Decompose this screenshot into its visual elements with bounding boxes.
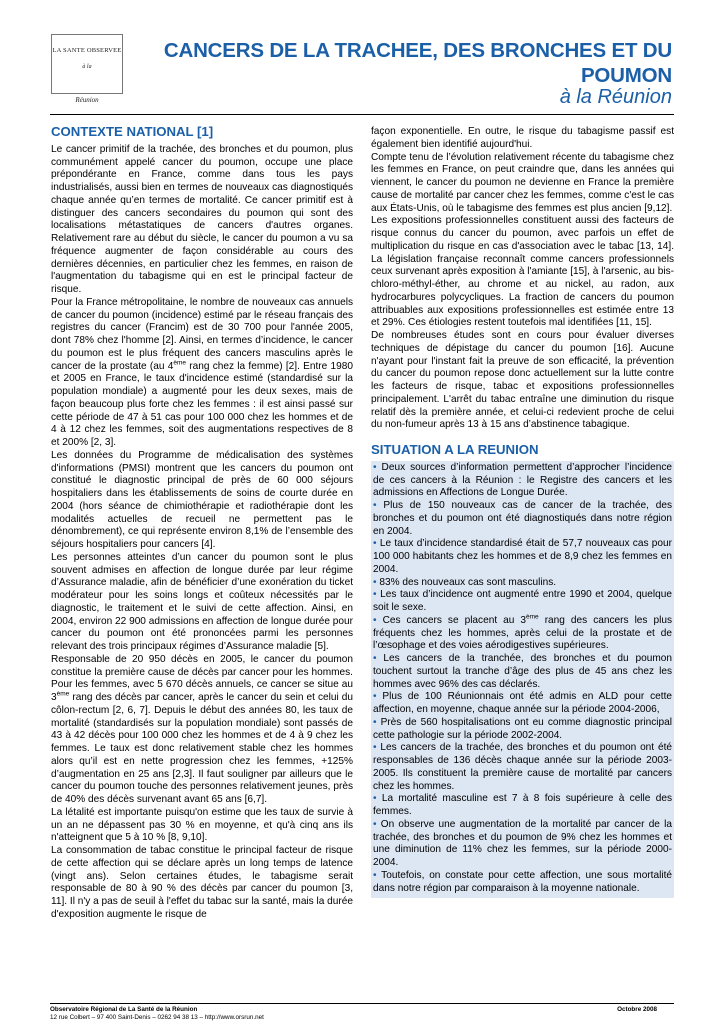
footer-address: 12 rue Colbert – 97 400 Saint-Denis – 0262 94 38 13 – http://www.orsrun.net — [50, 1014, 264, 1021]
p2-superscript: ème — [173, 359, 186, 367]
logo-line-1: LA SANTE OBSERVEE — [52, 47, 122, 54]
bullet-icon: • — [373, 716, 377, 728]
p5-superscript: ème — [56, 690, 70, 698]
situation-item-text: On observe une augmentation de la mortalité par cancer de la trachée, des bronches et du poumon de 9% chez les hommes et une diminution de 11% chez les femmes, sur la période 2000-2004. — [373, 818, 672, 868]
contexte-paragraph-7: La consommation de tabac constitue le principal facteur de risque de cette affection qui se déclare après un long temps de latence (vingt ans). Selon certaines études, le tabagisme serait responsable de 80 à 90 % des décès par cancer du poumon [3, 11]. Il n'y a pas de seuil à l'effet du tabac sur la santé, mais la durée d'exposition augmente le risque de — [51, 845, 353, 920]
situation-item — [373, 500, 672, 538]
situation-box — [371, 461, 674, 899]
contexte-paragraph-6: La létalité est importante puisqu'on estime que les taux de survie à un an ne dépassent pas 30 % en moyenne, et qu'à cinq ans ils n'atteignent que 5 à 10 % [8, 9,10]. — [51, 806, 353, 844]
situation-item-text: rang des cancers les plus fréquents chez les hommes, après celui de la prostate et de l’œsophage et des voies aérodigestives supérieures. — [373, 614, 673, 652]
situation-item-text: Toutefois, on constate pour cette affection, une sous mortalité dans notre région par comparaison à la moyenne nationale. — [373, 869, 672, 894]
situation-item-text: Ces cancers se placent au 3 — [376, 614, 527, 626]
bullet-icon: • — [373, 500, 377, 511]
situation-item-text: Les cancers de la trachée, des bronches et du poumon ont été responsables de 136 décès chaque année sur la période 2003-2005. Ils constituent la première cause de mortalité par cancers chez les hommes. — [373, 742, 672, 792]
situation-item-text: Près de 560 hospitalisations ont eu comme diagnostic principal cette pathologie sur la période 2002-2004. — [373, 716, 672, 741]
logo-line-2: à la — [82, 64, 92, 70]
situation-item-text: Les taux d’incidence ont augmenté entre 1990 et 2004, quelque soit le sexe. — [373, 589, 672, 613]
footer — [50, 1006, 264, 1022]
situation-item-text: Les cancers de la tranchée, des bronches et du poumon touchent surtout la tranche d’âge des plus de 45 ans chez les hommes avec 96% des cas déclarés. — [373, 653, 672, 690]
situation-item — [373, 819, 672, 870]
situation-item — [373, 462, 672, 500]
contexte-paragraph-3: Les données du Programme de médicalisation des systèmes d'informations (PMSI) montrent que les cancers du poumon ont constitué le diagnostic principal de près de 60 000 séjours hospitaliers dans les établissements de soins de courte durée en 2004 (hors séance de chimiothérapie et radiothérapie dont les modalités actuelles de recueil ne permettent pas le dénombrement), ce qui représente environ 8,1% de l’ensemble des séjours hospitaliers pour cancers [4]. — [51, 449, 353, 550]
bullet-icon: • — [373, 614, 377, 626]
situation-item — [373, 589, 672, 615]
bullet-icon: • — [373, 653, 377, 664]
situation-item-text: Plus de 150 nouveaux cas de cancer de la trachée, des bronches et du poumon ont été diagnostiqués dans notre région en 2004. — [373, 500, 672, 537]
contexte-paragraph-5 — [51, 654, 353, 807]
bullet-icon: • — [373, 576, 377, 588]
bullet-icon: • — [373, 742, 377, 754]
bullet-icon: • — [373, 691, 377, 703]
situation-item — [373, 538, 672, 576]
right-column — [371, 126, 674, 898]
footer-divider — [50, 1003, 674, 1004]
p5-text-b: rang des décès par cancer, après le cancer du sein et celui du côlon-rectum [2, 6, 7]. Depuis le début des années 80, les taux de mortalité (standardisés sur la population mondiale) sont passés de 43 à 42 décès pour 100 000 chez les hommes et de 4 à 9 chez les femmes. Le taux est donc relativement stable chez les hommes alors qu’il est en nette progression chez les femmes, +125% d’augmentation en 25 ans [2,3]. Il faut souligner par ailleurs que le cancer du poumon touche des personnes relativement jeunes, près de 40% des décès survenant avant 65 ans [6,7]. — [51, 692, 353, 805]
situation-item-text: La mortalité masculine est 7 à 8 fois supérieure à celle des femmes. — [373, 793, 672, 817]
situation-item-text: 83% des nouveaux cas sont masculins. — [376, 576, 557, 588]
bullet-icon: • — [373, 869, 377, 881]
p2-text-a: Pour la France métropolitaine, le nombre de nouveaux cas annuels de cancer du poumon (incidence) estimé par le réseau français des registres du cancer (Francim) est de 30 700 pour l'année 2005, dont 78% chez l'homme [2]. Ainsi, en termes d’incidence, le cancer du poumon est le plus fréquent des cancers masculins après le cancer de la prostate (au 4 — [51, 296, 353, 372]
situation-item — [373, 577, 672, 590]
ors-logo — [51, 34, 123, 104]
situation-item — [373, 615, 672, 653]
bullet-icon: • — [373, 793, 377, 805]
left-column — [51, 126, 353, 922]
page-title: CANCERS DE LA TRACHEE, DES BRONCHES ET DU POUMON — [163, 39, 672, 87]
situation-item-text: Plus de 100 Réunionnais ont été admis en ALD pour cette affection, en moyenne, chaque année sur la période 2004-2006, — [373, 691, 672, 715]
situation-item — [373, 653, 672, 691]
situation-superscript: ème — [526, 613, 539, 621]
p2-text-b: rang chez la femme) [2]. Entre 1980 et 2005 en France, le taux d'incidence estimé (standardisé sur la population mondiale) a augmenté pour les deux sexes, mais de façon beaucoup plus forte chez les femmes : il est ainsi passé sur cette période de 47 à 51 cas pour 100 000 chez les hommes et de 4 à 12 chez les femmes, soit des augmentations respectives de 8 et 200% [2, 3]. — [51, 360, 353, 448]
contexte-heading: CONTEXTE NATIONAL [1] — [51, 124, 214, 139]
situation-item — [373, 717, 672, 743]
header-divider — [50, 114, 674, 115]
contexte-paragraph-4: Les personnes atteintes d’un cancer du poumon sont le plus souvent admises en affection de longue durée par leur régime d’Assurance maladie, afin de bénéficier d’une exonération du ticket modérateur pour les soins longs et coûteux nécessités par le diagnostic, le traitement et le suivi de cette affection. Ainsi, en 2004, environ 22 900 admissions en affection de longue durée pour cancer du poumon ont été prononcées parmi les personnes relevant des trois principaux régimes d’Assurance maladie [5]. — [51, 551, 353, 652]
contexte-paragraph-9: Compte tenu de l’évolution relativement récente du tabagisme chez les femmes en France, on peut craindre que, dans les années qui viennent, le cancer du poumon ne devienne en France la première cause de mortalité par cancer chez les femmes, comme c'est le cas aux États-Unis, où le tabagisme des femmes est plus ancien [9,12]. — [371, 151, 674, 214]
contexte-paragraph-2 — [51, 297, 353, 450]
contexte-paragraph-11: De nombreuses études sont en cours pour évaluer diverses techniques de dépistage du cancer du poumon [16]. Aucune n'ayant pour l'instant fait la preuve de son efficacité, la prévention du cancer du poumon repose donc actuellement sur la lutte contre les facteurs de risque, tabac et expositions professionnelles principalement. L'arrêt du tabac entraîne une diminution du risque relatif dès la première année, et celui-ci redevient proche de celui du non-fumeur après 13 à 15 ans d’abstinence tabagique. — [371, 330, 674, 431]
situation-item — [373, 691, 672, 717]
situation-item — [373, 793, 672, 819]
situation-item — [373, 870, 672, 896]
situation-heading: SITUATION A LA REUNION — [371, 442, 539, 457]
contexte-paragraph-10: Les expositions professionnelles constituent aussi des facteurs de risque connus du cancer du poumon, avec parfois un effet de multiplication du risque en cas d'association avec le tabac [13, 14]. La législation française reconnaît comme cancers professionnels ceux survenant après exposition à l'amiante [15], à l'arsenic, au bis-chloro-méthyl-éther, au chrome et au nickel, au radon, aux hydrocarbures polycycliques. La fraction de cancers du poumon attribuables aux expositions professionnelles est estimée entre 13 et 29%. Ces étiologies restent toutefois mal identifiées [11, 15]. — [371, 215, 674, 329]
footer-organization: Observatoire Régional de La Santé de la Réunion — [50, 1006, 198, 1013]
contexte-paragraph-1: Le cancer primitif de la trachée, des bronches et du poumon, plus communément appelé cancer du poumon, occupe une place prépondérante en France, comme dans tous les pays industrialisés, aussi bien en termes de nouveaux cas diagnostiqués chaque année qu’en termes de mortalité. Ce cancer primitif est à distinguer des cancers secondaires du poumon qui sont des localisations métastatiques de cancers d'autres organes. Relativement rare au début du siècle, le cancer du poumon a vu sa fréquence augmenter de façon considérable au cours des dernières décennies, en particulier chez les femmes, en raison de l'augmentation du tabagisme qui en est le principal facteur de risque. — [51, 143, 353, 295]
bullet-icon: • — [373, 461, 377, 473]
situation-item — [373, 742, 672, 793]
bullet-icon: • — [373, 818, 377, 830]
contexte-paragraph-8: façon exponentielle. En outre, le risque du tabagisme passif est également bien identifié aujourd'hui. — [371, 126, 674, 150]
page-subtitle: à la Réunion — [559, 86, 672, 108]
situation-item-text: Deux sources d’information permettent d’approcher l’incidence de ces cancers à la Réunion : le Registre des cancers et les admissions en Affections de Longue Durée. — [373, 461, 672, 499]
bullet-icon: • — [373, 589, 377, 601]
situation-item-text: Le taux d’incidence standardisé était de 57,7 nouveaux cas pour 100 000 habitants chez les hommes et de 8,9 chez les femmes en 2004. — [373, 538, 672, 575]
logo-line-3: Réunion — [75, 96, 99, 104]
p5-text-a: Responsable de 20 950 décès en 2005, le cancer du poumon constitue la première cause de décès par cancer pour les hommes. Pour les femmes, avec 5 670 décès annuels, ce cancer se situe au 3 — [51, 653, 353, 703]
footer-date: Octobre 2008 — [617, 1006, 657, 1013]
bullet-icon: • — [373, 538, 377, 550]
